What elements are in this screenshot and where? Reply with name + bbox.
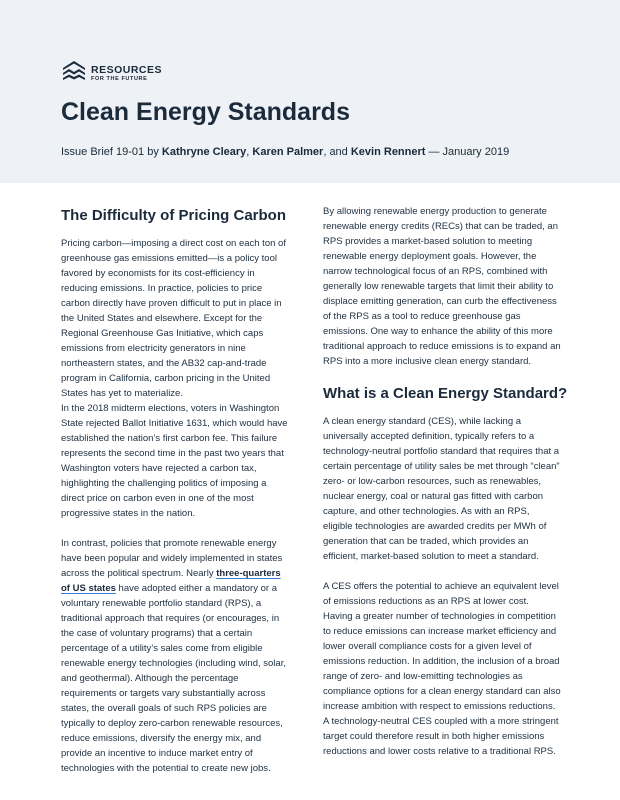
logo[interactable] [61, 59, 162, 88]
section-heading-pricing-carbon: The Difficulty of Pricing Carbon [61, 207, 287, 224]
paragraph: In the 2018 midterm elections, voters in Washington State rejected Ballot Initiative 1631, which would have established the nation’s first carbon fee. This failure represents the second time in the past two years that Washington voters have rejected a carbon tax, highlighting the challenging politics of imposing a direct price on carbon even in one of the most progressive states in the nation. [61, 403, 288, 519]
paragraph: A CES offers the potential to achieve an equivalent level of emissions reductions as an RPS at lower cost. Having a greater number of technologies in competition to reduce emissions can increase market efficiency and lower overall compliance costs for a given level of emissions reduction. In addition, the inclusion of a broad range of zero- and low-emitting technologies as compliance options for a clean energy standard can also increase ambition with respect to emissions reductions. A technology-neutral CES coupled with a more stringent target could therefore result in both higher emissions reductions and lower costs relative to a traditional RPS. [323, 581, 561, 757]
byline [61, 146, 509, 158]
header-band [0, 0, 620, 183]
byline-prefix: Issue Brief 19-01 by [61, 146, 162, 158]
author-cleary: Kathryne Cleary [161, 146, 247, 158]
paragraph: A clean energy standard (CES), while lacking a universally accepted definition, typically refers to a technology-neutral portfolio standard that requires that a certain percentage of utility sales be met through “clean” zero- or low-carbon resources, such as renewables, nuclear energy, coal or natural gas fitted with carbon capture, and other technologies. As with an RPS, eligible technologies are awarded credits per MWh of generation that can be traded, which provides an efficient, market-based solution to meet a standard. [323, 416, 560, 562]
document-title: Clean Energy Standards [61, 98, 350, 126]
section-heading-what-is-ces: What is a Clean Energy Standard? [323, 385, 568, 402]
three-quarters-link[interactable]: three-quarters of US states [61, 568, 281, 594]
author-palmer: Karen Palmer [252, 146, 324, 158]
logo-line-2: FOR THE FUTURE [91, 76, 148, 82]
right-column [323, 204, 568, 759]
logo-line-1: RESOURCES [91, 63, 163, 76]
left-column [61, 204, 291, 776]
paragraph: Pricing carbon—imposing a direct cost on each ton of greenhouse gas emissions emitted—is a policy tool favored by economists for its cost-efficiency in reducing emissions. In practice, policies to price carbon directly have proven difficult to put in place in the United States and elsewhere. Except for the Regional Greenhouse Gas Initiative, which caps emissions from electricity generators in nine northeastern states, and the AB32 cap-and-trade program in California, carbon pricing in the United States has yet to materialize. [61, 238, 286, 399]
paragraph-text: In contrast, policies that promote renewable energy have been popular and widely implemented in states across the political spectrum. Nearly [61, 538, 283, 579]
byline-date: — January 2019 [425, 146, 510, 158]
author-rennert: Kevin Rennert [350, 146, 426, 158]
paragraph: By allowing renewable energy production to generate renewable energy credits (RECs) that can be traded, an RPS provides a market-based solution to meeting renewable energy deployment goals. However, the narrow technological focus of an RPS, combined with generally low renewable targets that limit their ability to displace emitting generation, can curb the effectiveness of the RPS as a tool to reduce greenhouse gas emissions. One way to enhance the ability of this more traditional approach to reduce emissions is to expand an RPS into a more inclusive clean energy standard. [323, 206, 561, 367]
paragraph-text: have adopted either a mandatory or a voluntary renewable portfolio standard (RPS), a traditional approach that requires (or encourages, in the case of voluntary programs) that a certain percentage of a utility’s sales come from eligible renewable energy technologies (including wind, solar, and geothermal). Although the percentage requirements or targets vary substantially across states, the overall goals of such RPS policies are typically to deploy zero-carbon renewable resources, reduce emissions, diversify the energy mix, and provide an incentive to induce market entry of technologies with the potential to create new jobs. [61, 583, 286, 774]
paragraph [61, 536, 291, 776]
rff-mountain-logo-icon [61, 59, 87, 88]
byline-separator: , and [323, 146, 351, 158]
byline-separator: , [246, 146, 253, 158]
